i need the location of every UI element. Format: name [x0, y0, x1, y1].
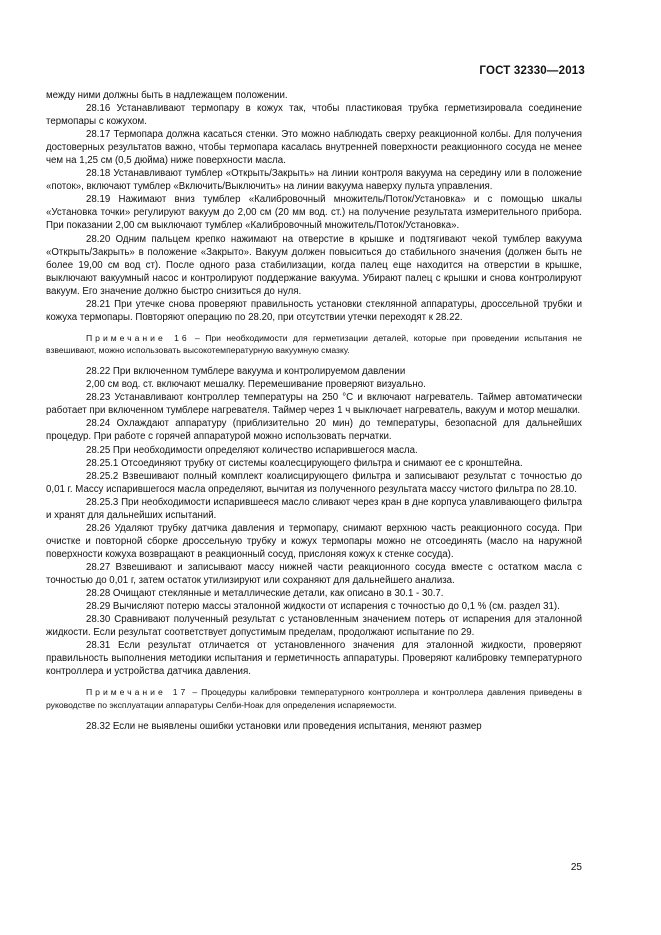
paragraph-28-19: 28.19 Нажимают вниз тумблер «Калибровочный множитель/Поток/Установка» и с помощью шкалы «Установка точки» регулируют вакуум до 2,00 см (20 мм вод. ст.) на получение результата измерительного прибора. При показании 2,00 см выключают тумблер «Калибровочный множитель/Поток/Установка». [46, 194, 582, 232]
paragraph-28-26: 28.26 Удаляют трубку датчика давления и термопару, снимают верхнюю часть реакционного сосуда. При очистке и повторной сборке дроссельную трубку и кожух термопары можно не отсоединять (масло на наружной поверхности кожуха возвращают в реакционный сосуд, прислоняя кожух к стенке сосуда). [46, 522, 582, 560]
paragraph-28-27: 28.27 Взвешивают и записывают массу нижней части реакционного сосуда вместе с остатком масла с точностью до 0,01 г, затем остаток утилизируют или сохраняют для дальнейшего анализа. [46, 561, 582, 586]
note-17 [46, 686, 582, 710]
paragraph-28-24: 28.24 Охлаждают аппаратуру (приблизительно 20 мин) до температуры, безопасной для дальнейших процедур. При работе с горячей аппаратурой можно использовать перчатки. [46, 418, 582, 443]
paragraph-28-21: 28.21 При утечке снова проверяют правильность установки стеклянной аппаратуры, дроссельной трубки и кожуха термопары. Повторяют операцию по 28.20, при отсутствии утечки переходят к 28.22. [46, 298, 582, 323]
note-17-text: – Процедуры калибровки температурного контроллера и контроллера давления приведены в руководстве по эксплуатации аппаратуры Селби-Ноак для определения испаряемости. [46, 687, 582, 710]
paragraph-28-25-1: 28.25.1 Отсоединяют трубку от системы коалесцирующего фильтра и снимают ее с кронштейна. [86, 457, 523, 469]
note-16-text: – При необходимости для герметизации деталей, которые при проведении испытания не взвешивают, можно использовать высокотемпературную вакуумную смазку. [46, 332, 582, 356]
paragraph-28-18: 28.18 Устанавливают тумблер «Открыть/Закрыть» на линии контроля вакуума на середину или в положение «поток», включают тумблер «Включить/Выключить» на линии вакуума наверху пульта управления. [46, 168, 582, 193]
note-16 [46, 332, 582, 356]
document-body [46, 89, 582, 733]
paragraph-28-25-2: 28.25.2 Взвешивают полный комплект коалисцирующего фильтра и записывают результат с точностью до 0,01 г. Массу испарившегося масла определяют, вычитая из полученного результата массу чистого фильтра по 28.10. [46, 470, 582, 495]
paragraph-28-25: 28.25 При необходимости определяют количество испарившегося масла. [86, 444, 418, 456]
note-16-label: Примечание 16 [86, 332, 190, 343]
document-code-header: ГОСТ 32330—2013 [479, 65, 585, 77]
note-17-label: Примечание 17 [86, 687, 189, 698]
paragraph-28-31: 28.31 Если результат отличается от установленного значения для эталонной жидкости, проверяют правильность выполнения методики испытания и герметичность аппаратуры. Проверяют калибровку температурного контроллера и устройства датчика давления. [46, 640, 582, 678]
page-number: 25 [570, 862, 582, 873]
paragraph-28-25-3: 28.25.3 При необходимости испарившееся масло сливают через кран в дне корпуса улавливающего фильтра и хранят для дальнейших испытаний. [46, 496, 582, 521]
paragraph-28-17: 28.17 Термопара должна касаться стенки. Это можно наблюдать сверху реакционной колбы. Для получения достоверных результатов важно, чтобы термопара касалась внутренней поверхности реакционного сосуда не менее чем на 1,25 см (0,5 дюйма) ниже поверхности масла. [46, 129, 582, 167]
paragraph-continuation: между ними должны быть в надлежащем положении. [46, 90, 288, 101]
paragraph-28-20: 28.20 Одним пальцем крепко нажимают на отверстие в крышке и подтягивают чекой тумблер вакуума «Открыть/Закрыть» в положение «Закрыто». Вакуум должен повыситься до стабильного значения (должен быть не более 19,00 см вод ст). После одного раза стабилизации, когда палец еще находится на отверстии в крышке, выключают вакуумный насос и контролируют поддержание вакуума. Убирают палец с крышки и снова контролируют вакуум. Его значение должно быстро снизиться до нуля. [46, 233, 582, 297]
paragraph-28-22: 28.22 При включенном тумблере вакуума и контролируемом давлении [86, 366, 406, 378]
paragraph-28-22-cont: 2,00 см вод. ст. включают мешалку. Перемешивание проверяют визуально. [86, 379, 426, 391]
paragraph-28-32: 28.32 Если не выявлены ошибки установки или проведения испытания, меняют размер [86, 720, 482, 732]
paragraph-28-30: 28.30 Сравнивают полученный результат с установленным значением потерь от испарения для эталонной жидкости. Если результат соответствует допустимым пределам, продолжают испытание по 29. [46, 614, 582, 639]
paragraph-28-28: 28.28 Очищают стеклянные и металлические детали, как описано в 30.1 - 30.7. [86, 588, 444, 600]
paragraph-28-29: 28.29 Вычисляют потерю массы эталонной жидкости от испарения с точностью до 0,1 % (см. раздел 31). [86, 601, 560, 613]
paragraph-28-16: 28.16 Устанавливают термопару в кожух так, чтобы пластиковая трубка герметизировала соединение термопары с кожухом. [46, 103, 582, 128]
paragraph-28-23: 28.23 Устанавливают контроллер температуры на 250 °С и включают нагреватель. Таймер автоматически работает при включенном тумблере нагревателя. Таймер через 1 ч выключает нагреватель, вакуум и мотор мешалки. [46, 392, 582, 417]
